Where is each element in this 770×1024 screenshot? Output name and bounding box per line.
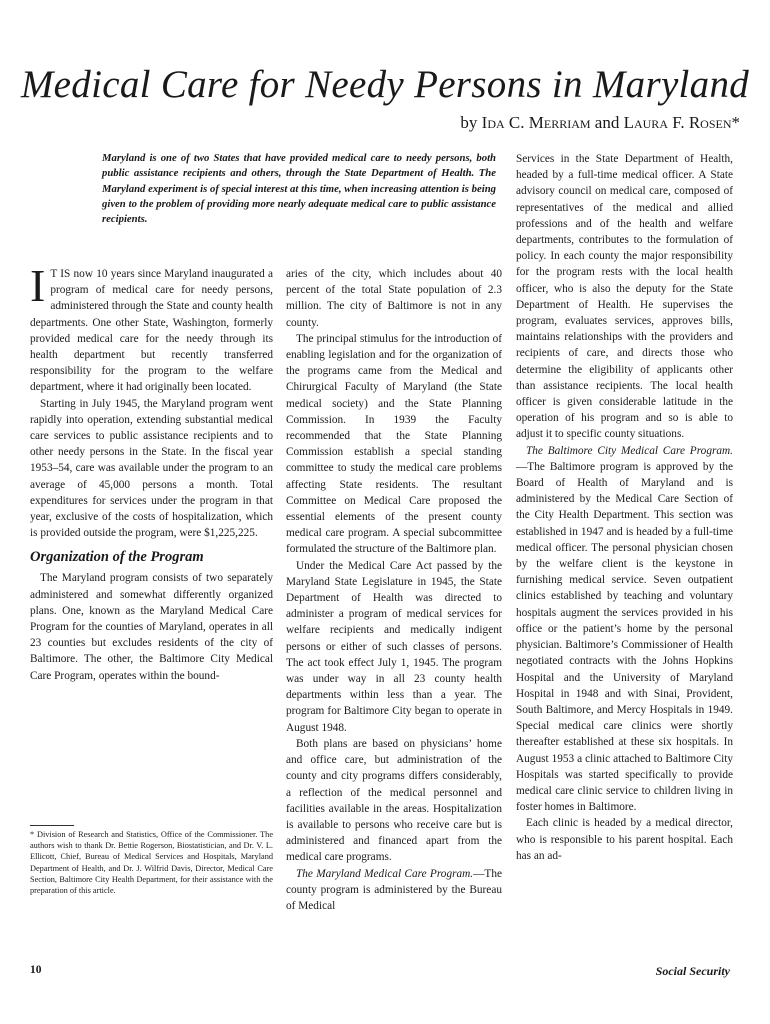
paragraph-4: The principal stimulus for the introduction of enabling legislation and for the organization of the programs came from the Medical and Chirurgical Faculty of Maryland (the State medical society) and the State Planning Commission. In 1939 the Faculty recommended that the State Planning Commission establish a special standing committee to study the medical care problems affecting State residents. The resultant Committee on Medical Care proposed the essential elements of the present county medical care program. A special subcommittee formulated the structure of the Baltimore plan.: [286, 332, 502, 556]
column-3: [516, 151, 733, 864]
paragraph-7b: Services in the State Department of Health, headed by a full-time medical officer. A State advisory council on medical care, composed of representatives of the medical and allied professions and of the health and welfare departments, contributes to the formulation of policy. In each county the major responsibility for the program rests with the local health officer, who is also the deputy for the State Department of Health. He supervises the program, evaluates services, approves bills, maintains relationships with the providers and recipients of care, and directs those who determine the eligibility of applicants other than assistance recipients. The local health officer is given considerable latitude in the operation of his program and so is able to adjust it to specific county situations.: [516, 153, 733, 441]
paragraph-3a: The Maryland program consists of two separately administered and somewhat differently organized plans. One, known as the Maryland Medical Care Program for the counties of Maryland, operates in all 23 counties but excludes residents of the city of Baltimore. The other, the Baltimore City Medical Care Program, operates within the bound-: [30, 572, 273, 682]
column-1: [30, 260, 273, 684]
footnote-rule: [30, 825, 74, 826]
intro-text: T IS now 10 years since Maryland inaugurated a program of medical care for needy persons, administered through the State and county health departments. One other State, Washington, formerly provided medical care for the needy through its health department but recently transferred responsibility for the program to the welfare department, where it had originally been located.: [30, 268, 273, 394]
byline-prefix: by: [460, 113, 482, 132]
run-in-heading-county: The Maryland Medical Care Program.: [296, 867, 474, 880]
p7a-text: —The county program is administered by the Bureau of Medical: [286, 867, 502, 912]
paragraph-6: Both plans are based on physicians’ home and office care, but administration of the county and city programs differs considerably, a reflection of the medical personnel and facilities available in the areas. Hospitalization is available to persons who receive care but is administered and financed apart from the medical care programs.: [286, 737, 502, 864]
column-2: [286, 266, 502, 914]
byline-and: and: [590, 113, 624, 132]
article-title: Medical Care for Needy Persons in Maryland: [20, 63, 750, 106]
page-number: 10: [30, 964, 42, 976]
author-1: Ida C. Merriam: [481, 113, 591, 132]
paragraph-5: Under the Medical Care Act passed by the Maryland State Legislature in 1945, the State Department of Health was directed to administer a program of medical services for welfare recipients and medically indigent persons or either of such classes of persons. The act took effect July 1, 1945. The program was under way in all 23 county health departments within less than a year. The program for Baltimore City began to operate in August 1948.: [286, 559, 502, 734]
run-in-heading-baltimore: The Baltimore City Medical Care Program.: [526, 444, 733, 457]
paragraph-8: [516, 443, 733, 816]
journal-name: Social Security: [655, 964, 730, 978]
paragraph-intro: [30, 260, 273, 396]
abstract: Maryland is one of two States that have provided medical care to needy persons, both public assistance recipients and others, through the State Department of Health. The Maryland experiment is of special interest at this time, when increasing attention is being given to the problem of providing more nearly adequate medical care to public assistance recipients.: [102, 152, 496, 226]
paragraph-2: Starting in July 1945, the Maryland program went rapidly into operation, extending substantial medical care services to public assistance recipients and to other needy persons in the State. In the fiscal year 1953–54, care was available under the program to an average of 45,000 persons a month. Total expenditures for services under the program in that year, exclusive of the costs of hospitalization, which is provided outside the program, were $1,225,225.: [30, 397, 273, 540]
drop-cap: I: [30, 260, 46, 311]
section-heading: Organization of the Program: [30, 549, 204, 566]
author-2: Laura F. Rosen*: [623, 113, 740, 132]
p8-text: —The Baltimore program is approved by the Board of Health of Maryland and is administered by the Medical Care Section of the City Health Department. This section was established in 1947 and is headed by a full-time medical officer. The personal physician chosen by the welfare client is the keystone in furnishing medical service. Seven outpatient clinics established by teaching and voluntary hospitals augment the services provided in his office or the patient’s home by the personal physician. Baltimore’s Commissioner of Health negotiated contracts with the Johns Hopkins Hospital and the University of Maryland Hospital in 1948 and with Sinai, Provident, South Baltimore, and Mercy Hospitals in 1949. Special medical care clinics were shortly thereafter established at these six hospitals. In August 1953 a clinic attached to Baltimore City Hospitals was started specifically to provide medical care clinic service to children living in foster homes in Baltimore.: [516, 460, 733, 814]
paragraph-7a: [286, 866, 502, 915]
paragraph-9: Each clinic is headed by a medical director, who is responsible to his parent hospital. Each has an ad-: [516, 817, 733, 862]
byline: [460, 113, 740, 133]
paragraph-3b: aries of the city, which includes about 40 percent of the total State population of 2.3 million. The city of Baltimore is not in any county.: [286, 268, 502, 329]
footnote: * Division of Research and Statistics, Office of the Commissioner. The authors wish to thank Dr. Bettie Rogerson, Biostatistician, and Dr. V. L. Ellicott, Chief, Bureau of Medical Services and Hospitals, Maryland Department of Health, and Dr. J. Wilfrid Davis, Director, Medical Care Section, Baltimore City Health Department, for their assistance with the preparation of this article.: [30, 830, 273, 896]
